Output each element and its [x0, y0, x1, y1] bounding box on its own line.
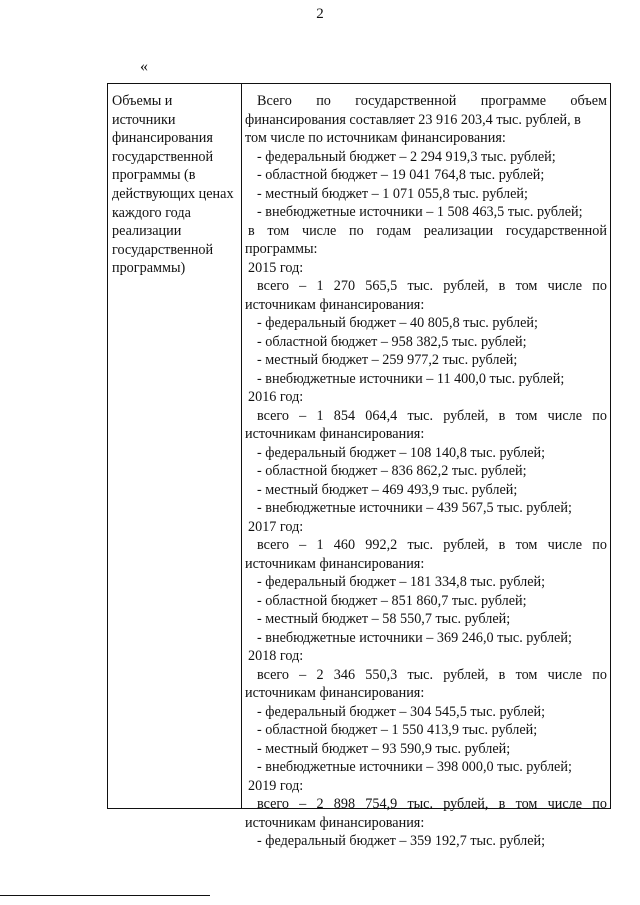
justified-line — [245, 536, 607, 555]
year-source-item: - федеральный бюджет – 181 334,8 тыс. рублей; — [257, 574, 546, 590]
year-source-item: - федеральный бюджет – 40 805,8 тыс. рублей; — [257, 315, 538, 331]
word: 064,4 — [365, 407, 398, 424]
word: рублей, — [443, 796, 489, 812]
word: числе — [301, 222, 337, 239]
word: 754,9 — [365, 796, 398, 812]
word: по — [316, 93, 331, 109]
word: 1 — [316, 407, 324, 424]
table-content-cell — [242, 84, 610, 849]
justified-line — [245, 666, 607, 685]
word: том — [515, 278, 538, 294]
word: по — [349, 222, 364, 239]
word: тыс. — [407, 666, 434, 683]
word: всего — [257, 796, 289, 812]
justified-line — [245, 92, 607, 111]
sources-label: источникам финансирования: — [245, 814, 425, 831]
justified-line — [245, 277, 607, 296]
table-label-cell — [108, 84, 242, 808]
word: объем — [570, 93, 607, 109]
financing-table — [107, 83, 611, 849]
word: государственной — [505, 222, 607, 239]
year-source-item: - федеральный бюджет – 108 140,8 тыс. рублей; — [257, 444, 546, 461]
label-line: действующих ценах — [112, 185, 234, 202]
word: том — [515, 537, 538, 553]
word: тыс. — [407, 278, 434, 294]
word: – — [299, 407, 307, 424]
total-source-item: - внебюджетные источники – 1 508 463,5 тыс. рублей; — [257, 204, 583, 220]
word: 1 — [316, 537, 324, 553]
word: по — [592, 666, 607, 683]
word: 550,3 — [365, 666, 398, 683]
word: тыс. — [407, 796, 434, 812]
year-source-item: - областной бюджет – 1 550 413,9 тыс. рублей; — [257, 722, 538, 738]
word: всего — [257, 407, 289, 424]
word: рублей, — [443, 537, 489, 553]
year-source-item: - областной бюджет – 851 860,7 тыс. рублей; — [257, 592, 527, 609]
word: всего — [257, 666, 289, 683]
word: рублей, — [443, 666, 489, 683]
sources-label: источникам финансирования: — [245, 555, 425, 572]
year-source-item: - внебюджетные источники – 11 400,0 тыс. рублей; — [257, 370, 565, 387]
word: в — [248, 222, 255, 239]
word: по — [592, 537, 607, 553]
word: числе — [547, 537, 583, 553]
year-source-item: - местный бюджет – 259 977,2 тыс. рублей; — [257, 352, 518, 368]
year-source-item: - федеральный бюджет – 359 192,7 тыс. рублей; — [257, 833, 546, 849]
word: рублей, — [443, 407, 489, 424]
by-years-line — [245, 222, 607, 241]
word: числе — [547, 278, 583, 294]
word: 346 — [333, 666, 356, 683]
word: всего — [257, 537, 289, 553]
year-source-item: - местный бюджет – 469 493,9 тыс. рублей; — [257, 481, 518, 498]
word: том — [515, 796, 538, 812]
word: том — [267, 222, 290, 239]
label-line: государственной — [112, 148, 214, 165]
label-line: программы (в — [112, 167, 196, 184]
intro-line: том числе по источникам финансирования: — [245, 130, 506, 146]
word: реализации — [423, 222, 494, 239]
footnote-divider — [0, 895, 210, 896]
word: 1 — [316, 278, 324, 294]
word: годам — [376, 222, 412, 239]
word: 898 — [333, 796, 356, 812]
total-source-item: - федеральный бюджет – 2 294 919,3 тыс. рублей; — [257, 148, 556, 165]
justified-line — [245, 795, 607, 814]
word: 270 — [333, 278, 356, 294]
word: – — [299, 796, 307, 812]
word: в — [498, 796, 506, 812]
word: 2 — [316, 796, 324, 812]
word: числе — [547, 796, 583, 812]
word: – — [299, 278, 307, 294]
word: 565,5 — [365, 278, 398, 294]
by-years-line: программы: — [245, 241, 318, 257]
word: в — [498, 537, 506, 553]
year-source-item: - областной бюджет – 836 862,2 тыс. рублей; — [257, 463, 527, 479]
label-line: источники — [112, 111, 176, 128]
justified-line — [245, 407, 607, 426]
word: по — [592, 407, 607, 424]
year-source-item: - внебюджетные источники – 369 246,0 тыс. рублей; — [257, 629, 572, 646]
word: том — [515, 666, 538, 683]
word: 992,2 — [365, 537, 398, 553]
label-line: реализации — [112, 223, 182, 240]
year-heading: 2016 год: — [248, 389, 304, 405]
word: рублей, — [443, 278, 489, 294]
word: том — [515, 407, 538, 424]
word: тыс. — [407, 537, 434, 553]
word: по — [592, 278, 607, 294]
word: в — [498, 407, 506, 424]
label-line: финансирования — [112, 130, 213, 147]
label-line: государственной — [112, 241, 214, 258]
word: в — [498, 666, 506, 683]
word: 854 — [333, 407, 356, 424]
year-heading: 2015 год: — [248, 259, 304, 276]
word: по — [592, 796, 607, 812]
word: 2 — [316, 666, 324, 683]
total-source-item: - местный бюджет – 1 071 055,8 тыс. рублей; — [257, 185, 528, 202]
sources-label: источникам финансирования: — [245, 426, 425, 442]
year-source-item: - областной бюджет – 958 382,5 тыс. рублей; — [257, 333, 527, 350]
word: числе — [547, 666, 583, 683]
word: – — [299, 537, 307, 553]
sources-label: источникам финансирования: — [245, 296, 425, 313]
word: числе — [547, 407, 583, 424]
year-source-item: - местный бюджет – 93 590,9 тыс. рублей; — [257, 740, 511, 757]
year-heading: 2019 год: — [248, 777, 304, 794]
label-line: каждого года — [112, 204, 191, 221]
label-line: программы) — [112, 260, 186, 277]
total-source-item: - областной бюджет – 19 041 764,8 тыс. рублей; — [257, 167, 545, 183]
year-source-item: - внебюджетные источники – 398 000,0 тыс. рублей; — [257, 759, 572, 775]
word: программе — [480, 93, 547, 109]
word: 460 — [333, 537, 356, 553]
page-number: 2 — [316, 6, 324, 22]
word: Всего — [257, 93, 292, 109]
opening-quote-mark: « — [140, 58, 148, 75]
sources-label: источникам финансирования: — [245, 685, 425, 701]
year-source-item: - внебюджетные источники – 439 567,5 тыс. рублей; — [257, 500, 572, 516]
year-source-item: - федеральный бюджет – 304 545,5 тыс. рублей; — [257, 703, 546, 720]
year-source-item: - местный бюджет – 58 550,7 тыс. рублей; — [257, 611, 511, 627]
intro-line: финансирования составляет 23 916 203,4 тыс. рублей, в — [245, 111, 581, 128]
word: в — [498, 278, 506, 294]
word: государственной — [355, 93, 457, 109]
year-heading: 2017 год: — [248, 518, 304, 535]
word: тыс. — [407, 407, 434, 424]
word: – — [299, 666, 307, 683]
word: всего — [257, 278, 289, 294]
label-line: Объемы и — [112, 93, 173, 109]
year-heading: 2018 год: — [248, 648, 304, 664]
